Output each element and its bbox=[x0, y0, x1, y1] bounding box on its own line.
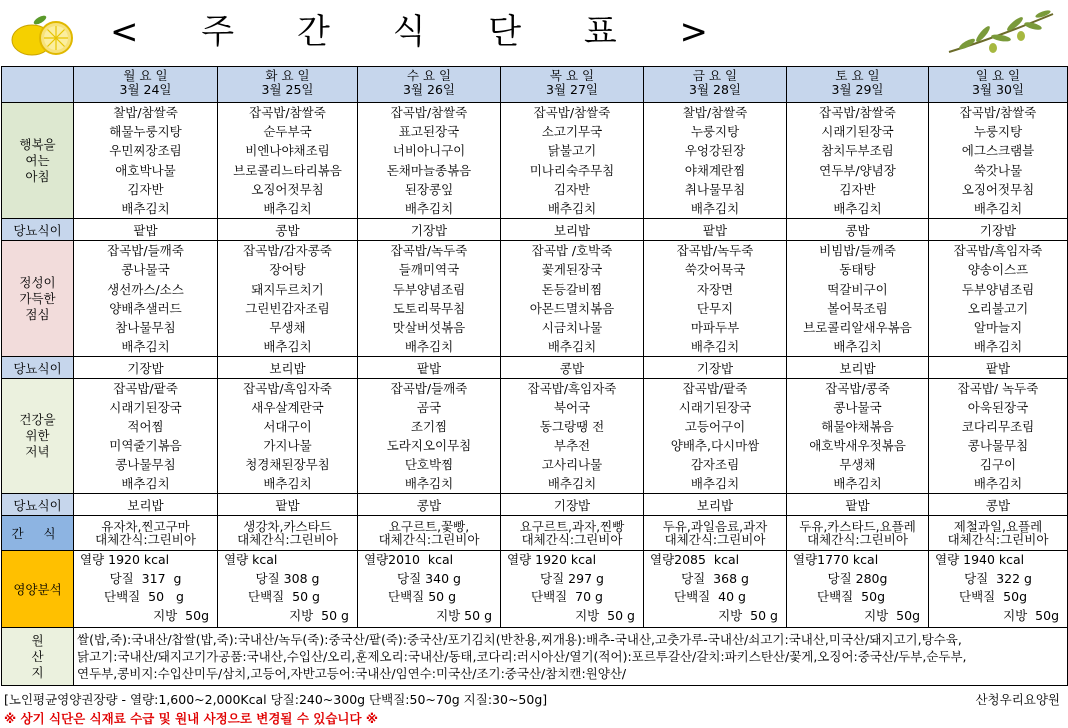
day-header-sun bbox=[929, 67, 1068, 103]
menu-item: 배추김치 bbox=[690, 476, 740, 492]
menu-item: 콩나물국 bbox=[121, 262, 170, 278]
menu-item: 가지나물 bbox=[263, 438, 312, 454]
menu-item: 잡곡밥/참쌀죽 bbox=[533, 105, 611, 120]
menu-item: 시래기된장국 bbox=[109, 400, 182, 416]
nutrition-value: 열량2010 kcal bbox=[364, 552, 454, 568]
menu-cell bbox=[644, 241, 787, 357]
menu-item: 도라지오이무침 bbox=[386, 438, 472, 454]
nutrition-value: 단백질 70 g bbox=[531, 589, 603, 605]
menu-item: 들깨미역국 bbox=[398, 262, 460, 278]
snack-cell bbox=[787, 516, 929, 551]
nutrition-value: 열량 1940 kcal bbox=[935, 552, 1025, 568]
nutrition-cell bbox=[501, 551, 644, 628]
menu-item: 잡곡밥/ 녹두죽 bbox=[957, 381, 1039, 397]
breakfast-label: 행복을 여는 아침 bbox=[2, 103, 74, 219]
diabetic-rice-cell: 기장밥 bbox=[501, 494, 644, 516]
diabetic-rice-cell: 기장밥 bbox=[74, 357, 218, 379]
nutrition-row bbox=[2, 551, 1068, 628]
day-date: 3월 27일 bbox=[546, 82, 598, 97]
day-header-row bbox=[2, 67, 1068, 103]
menu-item: 북어국 bbox=[553, 400, 591, 416]
breakfast-diabetic-row bbox=[2, 219, 1068, 241]
snack-cell bbox=[644, 516, 787, 551]
snack-cell bbox=[218, 516, 358, 551]
dinner-row bbox=[2, 379, 1068, 494]
lunch-label: 정성이 가득한 점심 bbox=[2, 241, 74, 357]
nutrition-value: 당질 297 g bbox=[540, 570, 604, 586]
menu-item: 조기찜 bbox=[410, 419, 448, 435]
menu-item: 배추김치 bbox=[263, 476, 312, 492]
menu-item: 찰밥/참쌀죽 bbox=[113, 105, 178, 120]
day-date: 3월 28일 bbox=[689, 82, 741, 97]
menu-item: 배추김치 bbox=[263, 200, 312, 216]
snack-item: 대체간식:그린비아 bbox=[378, 532, 480, 548]
menu-item: 청경채된장무침 bbox=[245, 457, 330, 473]
dinner-diabetic-row bbox=[2, 494, 1068, 516]
snack-item: 두유,카스타드,요플레 bbox=[799, 519, 916, 535]
diabetic-rice-cell: 팥밥 bbox=[787, 494, 929, 516]
menu-item: 배추김치 bbox=[404, 339, 454, 355]
snack-item: 대체간식:그린비아 bbox=[947, 532, 1049, 548]
menu-item: 마파두부 bbox=[690, 319, 740, 335]
origin-line: 연두부,콩비지:수입산미두/삼치,고등어,자반고등어:국내산/임연수:미국산/조기:중국산/참치캔:원양산/ bbox=[77, 666, 627, 682]
day-header-thu bbox=[501, 67, 644, 103]
menu-item: 잡곡밥 /호박죽 bbox=[531, 243, 613, 259]
menu-item: 알마늘지 bbox=[973, 319, 1023, 335]
menu-cell bbox=[929, 241, 1068, 357]
menu-item: 콩나물무침 bbox=[115, 457, 176, 473]
menu-item: 배추김치 bbox=[973, 476, 1023, 492]
nutrition-value: 당질 280g bbox=[827, 570, 888, 586]
menu-item: 표고된장국 bbox=[398, 124, 460, 140]
olive-branch-icon bbox=[945, 8, 1057, 58]
nutrition-cell bbox=[787, 551, 929, 628]
breakfast-row bbox=[2, 103, 1068, 219]
menu-item: 배추김치 bbox=[833, 200, 882, 216]
nutrition-value: 열량 1920 kcal bbox=[80, 552, 170, 568]
menu-item: 시금치나물 bbox=[541, 319, 603, 335]
menu-item: 김자반 bbox=[127, 181, 164, 197]
nutrition-value: 지방 50g bbox=[864, 607, 920, 623]
menu-item: 곰국 bbox=[416, 400, 442, 416]
snack-item: 생강차,카스타드 bbox=[243, 519, 332, 535]
nutrition-value: 단백질 50g bbox=[817, 589, 886, 605]
menu-item: 배추김치 bbox=[263, 339, 312, 355]
menu-item: 고등어구이 bbox=[684, 419, 746, 435]
menu-item: 배추김치 bbox=[547, 476, 597, 492]
day-name: 일 요 일 bbox=[975, 68, 1021, 83]
origin-line: 닭고기:국내산/돼지고기가공품:국내산,수입산/오리,훈제오리:국내산/동태,코다리:러시아산/열기(적어):포르투갈산/갈치:파키스탄산/꽃게,오징어:중국산/두부,순두부, bbox=[77, 649, 967, 665]
snack-cell bbox=[501, 516, 644, 551]
menu-item: 시래기된장국 bbox=[678, 400, 752, 416]
menu-item: 애호박새우젓볶음 bbox=[809, 438, 906, 454]
menu-item: 코다리무조림 bbox=[961, 419, 1035, 435]
menu-item: 우민찌장조림 bbox=[109, 143, 182, 159]
menu-item: 쑥갓어묵국 bbox=[684, 262, 746, 278]
menu-cell bbox=[501, 379, 644, 494]
weekly-menu-table bbox=[1, 66, 1068, 686]
nutrition-value: 당질 340 g bbox=[397, 570, 461, 586]
nutrition-value: 지방 50 g bbox=[718, 607, 778, 623]
menu-item: 닭불고기 bbox=[547, 143, 597, 159]
menu-item: 도토리묵무침 bbox=[392, 300, 466, 316]
menu-item: 참치두부조림 bbox=[821, 143, 894, 159]
menu-item: 배추김치 bbox=[833, 339, 882, 355]
menu-item: 자장면 bbox=[696, 281, 734, 297]
menu-item: 김자반 bbox=[839, 181, 876, 197]
menu-item: 미역줄기볶음 bbox=[109, 438, 182, 454]
day-header-fri bbox=[644, 67, 787, 103]
menu-item: 순두부국 bbox=[263, 124, 312, 140]
nutrition-label: 영양분석 bbox=[2, 551, 74, 628]
dinner-label: 건강을 위한 저녁 bbox=[2, 379, 74, 494]
menu-item: 볼어묵조림 bbox=[827, 300, 888, 316]
nutrition-value: 지방 50g bbox=[153, 607, 209, 623]
menu-item: 찰밥/참쌀죽 bbox=[682, 105, 748, 120]
menu-item: 잡곡밥/흑임자죽 bbox=[953, 243, 1043, 259]
diabetic-rice-cell: 보리밥 bbox=[74, 494, 218, 516]
nutrition-standard: [노인평균영양권장량 - 열량:1,600~2,000Kcal 당질:240~300g 단백질:50~70g 지질:30~50g] bbox=[4, 692, 548, 707]
change-notice: ※ 상기 식단은 식재료 수급 및 원내 사정으로 변경될 수 있습니다 ※ bbox=[4, 711, 379, 726]
menu-item: 무생채 bbox=[839, 457, 876, 473]
menu-item: 브로콜리느타리볶음 bbox=[233, 162, 342, 178]
menu-item: 생선까스/소스 bbox=[107, 281, 184, 297]
nutrition-value: 열량1770 kcal bbox=[793, 552, 879, 568]
diabetic-label: 당뇨식이 bbox=[2, 219, 74, 241]
menu-item: 장어탕 bbox=[269, 262, 306, 278]
menu-item: 비엔나야채조림 bbox=[245, 143, 330, 159]
snack-cell bbox=[74, 516, 218, 551]
menu-item: 해물누룽지탕 bbox=[109, 124, 182, 140]
nutrition-value: 열량 1920 kcal bbox=[507, 552, 597, 568]
nutrition-cell bbox=[644, 551, 787, 628]
diabetic-rice-cell: 콩밥 bbox=[218, 219, 358, 241]
diabetic-rice-cell: 팥밥 bbox=[644, 219, 787, 241]
menu-cell bbox=[218, 379, 358, 494]
menu-item: 배추김치 bbox=[973, 339, 1023, 355]
snack-row bbox=[2, 516, 1068, 551]
diabetic-rice-cell: 콩밥 bbox=[501, 357, 644, 379]
menu-item: 야채계란찜 bbox=[684, 162, 746, 178]
menu-item: 고사리나물 bbox=[541, 457, 603, 473]
menu-item: 된장콩잎 bbox=[404, 181, 454, 197]
menu-item: 잡곡밥/들깨죽 bbox=[390, 381, 468, 397]
nutrition-value: 당질 308 g bbox=[255, 570, 320, 586]
menu-item: 잡곡밥/팥죽 bbox=[113, 381, 178, 397]
menu-item: 무생채 bbox=[269, 319, 306, 335]
menu-item: 두부양념조림 bbox=[961, 281, 1035, 297]
menu-item: 새우살계란국 bbox=[251, 400, 324, 416]
day-name: 목 요 일 bbox=[549, 68, 595, 83]
menu-item: 참나물무침 bbox=[115, 319, 176, 335]
menu-item: 우엉강된장 bbox=[684, 143, 746, 159]
menu-item: 소고기무국 bbox=[541, 124, 603, 140]
nutrition-value: 지방 50 g bbox=[289, 607, 349, 623]
header bbox=[0, 0, 1068, 66]
menu-item: 누룽지탕 bbox=[973, 124, 1023, 140]
menu-item: 비빔밥/들깨죽 bbox=[819, 243, 896, 259]
snack-item: 제철과일,요플레 bbox=[953, 519, 1043, 535]
snack-item: 대체간식:그린비아 bbox=[521, 532, 623, 548]
menu-item: 해물야채볶음 bbox=[821, 419, 894, 435]
menu-item: 잡곡밥/참쌀죽 bbox=[249, 105, 326, 120]
diabetic-rice-cell: 기장밥 bbox=[929, 219, 1068, 241]
day-name: 화 요 일 bbox=[265, 68, 310, 83]
nutrition-value: 단백질 40 g bbox=[674, 589, 746, 605]
origin-text bbox=[74, 628, 1068, 686]
menu-item: 부추전 bbox=[553, 438, 591, 454]
corner-cell bbox=[2, 67, 74, 103]
nutrition-value: 단백질 50 g bbox=[104, 589, 184, 605]
menu-cell bbox=[74, 103, 218, 219]
snack-item: 대체간식:그린비아 bbox=[237, 532, 338, 548]
menu-item: 배추김치 bbox=[690, 200, 740, 216]
menu-item: 단무지 bbox=[696, 300, 734, 316]
day-header-mon bbox=[74, 67, 218, 103]
diabetic-rice-cell: 팥밥 bbox=[358, 357, 501, 379]
menu-item: 누룽지탕 bbox=[690, 124, 740, 140]
menu-item: 맛살버섯볶음 bbox=[392, 319, 466, 335]
day-date: 3월 30일 bbox=[972, 82, 1024, 97]
menu-item: 꽃게된장국 bbox=[541, 262, 603, 278]
menu-item: 적어찜 bbox=[127, 419, 164, 435]
menu-item: 연두부/양념장 bbox=[819, 162, 896, 178]
menu-item: 브로콜리알새우볶음 bbox=[803, 319, 912, 335]
menu-item: 오징어젓무침 bbox=[961, 181, 1035, 197]
snack-item: 유자차,찐고구마 bbox=[101, 519, 190, 535]
menu-item: 취나물무침 bbox=[684, 181, 746, 197]
diabetic-rice-cell: 팥밥 bbox=[218, 494, 358, 516]
menu-item: 배추김치 bbox=[121, 476, 170, 492]
menu-item: 에그스크램블 bbox=[961, 143, 1035, 159]
page-title: < 주 간 식 단 표 > bbox=[110, 12, 735, 52]
snack-item: 대체간식:그린비아 bbox=[807, 532, 908, 548]
nutrition-value: 당질 368 g bbox=[681, 570, 749, 586]
menu-cell bbox=[218, 241, 358, 357]
diabetic-rice-cell: 콩밥 bbox=[929, 494, 1068, 516]
menu-cell bbox=[218, 103, 358, 219]
menu-item: 배추김치 bbox=[121, 200, 170, 216]
menu-item: 콩나물무침 bbox=[967, 438, 1029, 454]
menu-item: 떡갈비구이 bbox=[827, 281, 888, 297]
menu-item: 배추김치 bbox=[690, 339, 740, 355]
menu-cell bbox=[929, 103, 1068, 219]
snack-label: 간 식 bbox=[2, 516, 74, 551]
diabetic-rice-cell: 콩밥 bbox=[787, 219, 929, 241]
day-date: 3월 26일 bbox=[403, 82, 455, 97]
diabetic-rice-cell: 보리밥 bbox=[501, 219, 644, 241]
menu-cell bbox=[787, 379, 929, 494]
diabetic-rice-cell: 기장밥 bbox=[358, 219, 501, 241]
menu-item: 돼지두르치기 bbox=[251, 281, 324, 297]
snack-item: 대체간식:그린비아 bbox=[95, 532, 196, 548]
menu-item: 그린빈감자조림 bbox=[245, 300, 330, 316]
nutrition-cell bbox=[218, 551, 358, 628]
day-date: 3월 25일 bbox=[261, 82, 314, 97]
menu-item: 잡곡밥/감자콩죽 bbox=[243, 243, 332, 259]
menu-item: 너비아니구이 bbox=[392, 143, 466, 159]
menu-cell bbox=[644, 103, 787, 219]
menu-item: 잡곡밥/흑임자죽 bbox=[243, 381, 332, 397]
menu-item: 아몬드멸치볶음 bbox=[529, 300, 615, 316]
menu-item: 시래기된장국 bbox=[821, 124, 894, 140]
lunch-diabetic-row bbox=[2, 357, 1068, 379]
day-date: 3월 24일 bbox=[119, 82, 172, 97]
lunch-row bbox=[2, 241, 1068, 357]
diabetic-rice-cell: 팥밥 bbox=[74, 219, 218, 241]
nutrition-value: 당질 322 g bbox=[964, 570, 1032, 586]
nutrition-value: 열량 kcal bbox=[224, 552, 278, 568]
menu-cell bbox=[501, 103, 644, 219]
snack-cell bbox=[929, 516, 1068, 551]
menu-item: 김구이 bbox=[979, 457, 1017, 473]
menu-item: 잡곡밥/참쌀죽 bbox=[819, 105, 896, 120]
day-header-sat bbox=[787, 67, 929, 103]
diabetic-rice-cell: 보리밥 bbox=[644, 494, 787, 516]
origin-row bbox=[2, 628, 1068, 686]
institution-name: 산청우리요양원 bbox=[975, 692, 1060, 707]
nutrition-cell bbox=[74, 551, 218, 628]
menu-item: 배추김치 bbox=[404, 200, 454, 216]
menu-cell bbox=[358, 379, 501, 494]
menu-item: 배추김치 bbox=[547, 339, 597, 355]
snack-cell bbox=[358, 516, 501, 551]
menu-item: 배추김치 bbox=[121, 339, 170, 355]
snack-item: 요구르트,과자,찐빵 bbox=[519, 519, 625, 535]
menu-item: 잡곡밥/녹두죽 bbox=[390, 243, 468, 259]
day-name: 월 요 일 bbox=[123, 68, 168, 83]
menu-item: 잡곡밥/흑임자죽 bbox=[527, 381, 617, 397]
day-name: 토 요 일 bbox=[835, 68, 880, 83]
menu-item: 양배추샐러드 bbox=[109, 300, 182, 316]
menu-cell bbox=[74, 241, 218, 357]
menu-item: 잡곡밥/들깨죽 bbox=[107, 243, 184, 259]
menu-item: 서대구이 bbox=[263, 419, 312, 435]
menu-item: 잡곡밥/참쌀죽 bbox=[959, 105, 1037, 120]
menu-item: 단호박찜 bbox=[404, 457, 454, 473]
menu-item: 배추김치 bbox=[547, 200, 597, 216]
menu-item: 쑥갓나물 bbox=[973, 162, 1023, 178]
menu-item: 돈채마늘종볶음 bbox=[386, 162, 472, 178]
menu-item: 오징어젓무침 bbox=[251, 181, 324, 197]
menu-cell bbox=[501, 241, 644, 357]
menu-cell bbox=[787, 103, 929, 219]
menu-item: 잡곡밥/콩죽 bbox=[825, 381, 890, 397]
menu-item: 감자조림 bbox=[690, 457, 740, 473]
nutrition-value: 단백질 50 g bbox=[248, 589, 320, 605]
menu-cell bbox=[929, 379, 1068, 494]
menu-cell bbox=[358, 103, 501, 219]
menu-cell bbox=[74, 379, 218, 494]
day-date: 3월 29일 bbox=[831, 82, 884, 97]
diabetic-label: 당뇨식이 bbox=[2, 357, 74, 379]
menu-item: 아욱된장국 bbox=[967, 400, 1029, 416]
menu-item: 잡곡밥/녹두죽 bbox=[676, 243, 754, 259]
menu-item: 애호박나물 bbox=[115, 162, 176, 178]
day-header-wed bbox=[358, 67, 501, 103]
menu-item: 양송이스프 bbox=[967, 262, 1029, 278]
menu-item: 오리불고기 bbox=[967, 300, 1029, 316]
snack-item: 두유,과일음료,과자 bbox=[662, 519, 768, 535]
menu-cell bbox=[358, 241, 501, 357]
diabetic-label: 당뇨식이 bbox=[2, 494, 74, 516]
nutrition-cell bbox=[358, 551, 501, 628]
day-name: 금 요 일 bbox=[692, 68, 738, 83]
menu-item: 콩나물국 bbox=[833, 400, 882, 416]
diabetic-rice-cell: 기장밥 bbox=[644, 357, 787, 379]
nutrition-value: 열량2085 kcal bbox=[650, 552, 740, 568]
day-name: 수 요 일 bbox=[406, 68, 452, 83]
menu-item: 돈등갈비찜 bbox=[541, 281, 603, 297]
menu-item: 미나리숙주무침 bbox=[529, 162, 615, 178]
menu-item: 동태탕 bbox=[839, 262, 876, 278]
diabetic-rice-cell: 콩밥 bbox=[358, 494, 501, 516]
menu-item: 잡곡밥/참쌀죽 bbox=[390, 105, 468, 120]
menu-item: 배추김치 bbox=[973, 200, 1023, 216]
diabetic-rice-cell: 팥밥 bbox=[929, 357, 1068, 379]
snack-item: 요구르트,꽃빵, bbox=[388, 519, 470, 535]
diabetic-rice-cell: 보리밥 bbox=[787, 357, 929, 379]
menu-cell bbox=[644, 379, 787, 494]
menu-item: 두부양념조림 bbox=[392, 281, 466, 297]
diabetic-rice-cell: 보리밥 bbox=[218, 357, 358, 379]
origin-line: 쌀(밥,죽):국내산/찹쌀(밥,죽):국내산/녹두(죽):중국산/팥(죽):중국산/포기김치(반찬용,찌개용):배추-국내산,고춧가루-국내산/쇠고기:국내산,미국산/돼지고기,탕수육, bbox=[77, 632, 962, 648]
snack-item: 대체간식:그린비아 bbox=[664, 532, 766, 548]
menu-cell bbox=[787, 241, 929, 357]
menu-item: 김자반 bbox=[553, 181, 591, 197]
menu-item: 배추김치 bbox=[404, 476, 454, 492]
nutrition-value: 지방 50g bbox=[1003, 607, 1059, 623]
menu-item: 동그랑땡 전 bbox=[539, 419, 605, 435]
nutrition-value: 당질 317 g bbox=[109, 570, 182, 586]
nutrition-value: 지방 50 g bbox=[436, 607, 492, 623]
menu-item: 잡곡밥/팥죽 bbox=[682, 381, 748, 397]
day-header-tue bbox=[218, 67, 358, 103]
nutrition-value: 지방 50 g bbox=[575, 607, 635, 623]
menu-item: 배추김치 bbox=[833, 476, 882, 492]
nutrition-value: 단백질 50 g bbox=[388, 589, 457, 605]
nutrition-value: 단백질 50g bbox=[959, 589, 1028, 605]
origin-label: 원 산 지 bbox=[2, 628, 74, 686]
lemon-icon bbox=[10, 12, 76, 58]
menu-item: 양배추,다시마쌈 bbox=[670, 438, 760, 454]
nutrition-cell bbox=[929, 551, 1068, 628]
